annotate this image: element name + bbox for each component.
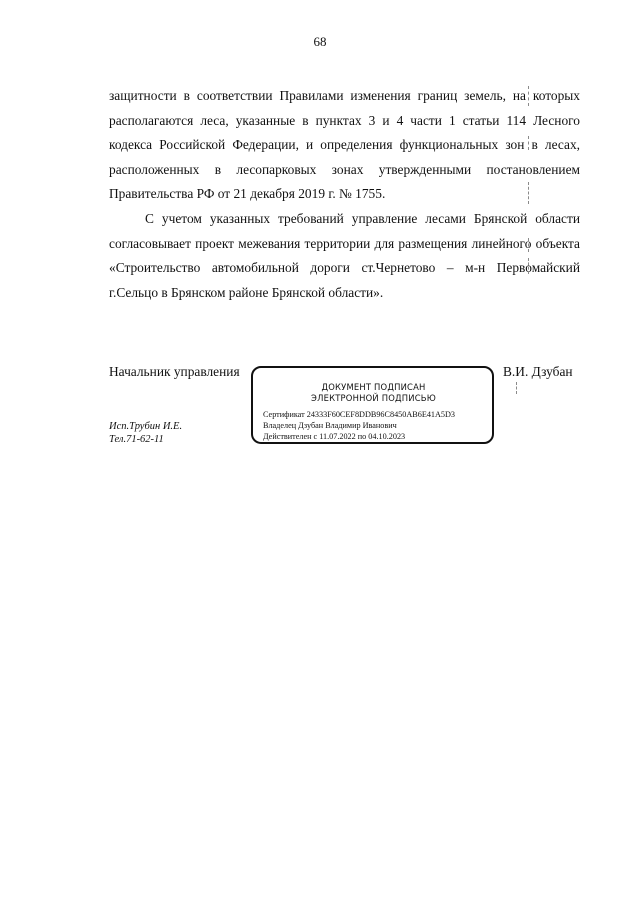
- executor-name: Исп.Трубин И.Е.: [109, 421, 183, 432]
- stamp-certificate: Сертификат 24333F60CEF8DDB96C8450AB6E41A5D3: [263, 410, 456, 419]
- body-paragraph-2: С учетом указанных требований управление лесами Брянской области согласовывает проект межевания территории для размещения линейного объекта «Строительство автомобильной дороги ст.Чернетово – м-н Первомайский г.Сельцо в Брянском районе Брянской области».: [109, 211, 580, 300]
- body-paragraph-1: защитности в соответствии Правилами изменения границ земель, на которых располагаются леса, указанные в пунктах 3 и 4 части 1 статьи 114 Лесного кодекса Российской Федерации, и определения функциональных зон в лесах, расположенных в лесопарковых зонах утвержденными постановлением Правительства РФ от 21 декабря 2019 г. № 1755.: [109, 88, 580, 201]
- stamp-details: [263, 409, 484, 442]
- signatory-position: Начальник управления: [109, 364, 240, 379]
- executor-info: [109, 420, 182, 446]
- page-number: 68: [313, 34, 327, 49]
- electronic-signature-stamp: [251, 366, 494, 444]
- stamp-title-line-2: ЭЛЕКТРОННОЙ ПОДПИСЬЮ: [311, 393, 436, 403]
- scan-artifact-mark: [528, 258, 530, 274]
- stamp-title-line-1: ДОКУМЕНТ ПОДПИСАН: [321, 382, 426, 392]
- scan-artifact-mark: [528, 182, 530, 204]
- scan-artifact-mark: [528, 86, 530, 106]
- stamp-validity: Действителен с 11.07.2022 по 04.10.2023: [263, 432, 406, 441]
- scan-artifact-mark: [528, 136, 530, 150]
- stamp-owner: Владелец Дзубан Владимир Иванович: [263, 421, 397, 430]
- scan-artifact-mark: [516, 382, 518, 394]
- signatory-name: В.И. Дзубан: [503, 364, 573, 379]
- executor-phone: Тел.71-62-11: [109, 434, 164, 445]
- scan-artifact-mark: [528, 238, 530, 252]
